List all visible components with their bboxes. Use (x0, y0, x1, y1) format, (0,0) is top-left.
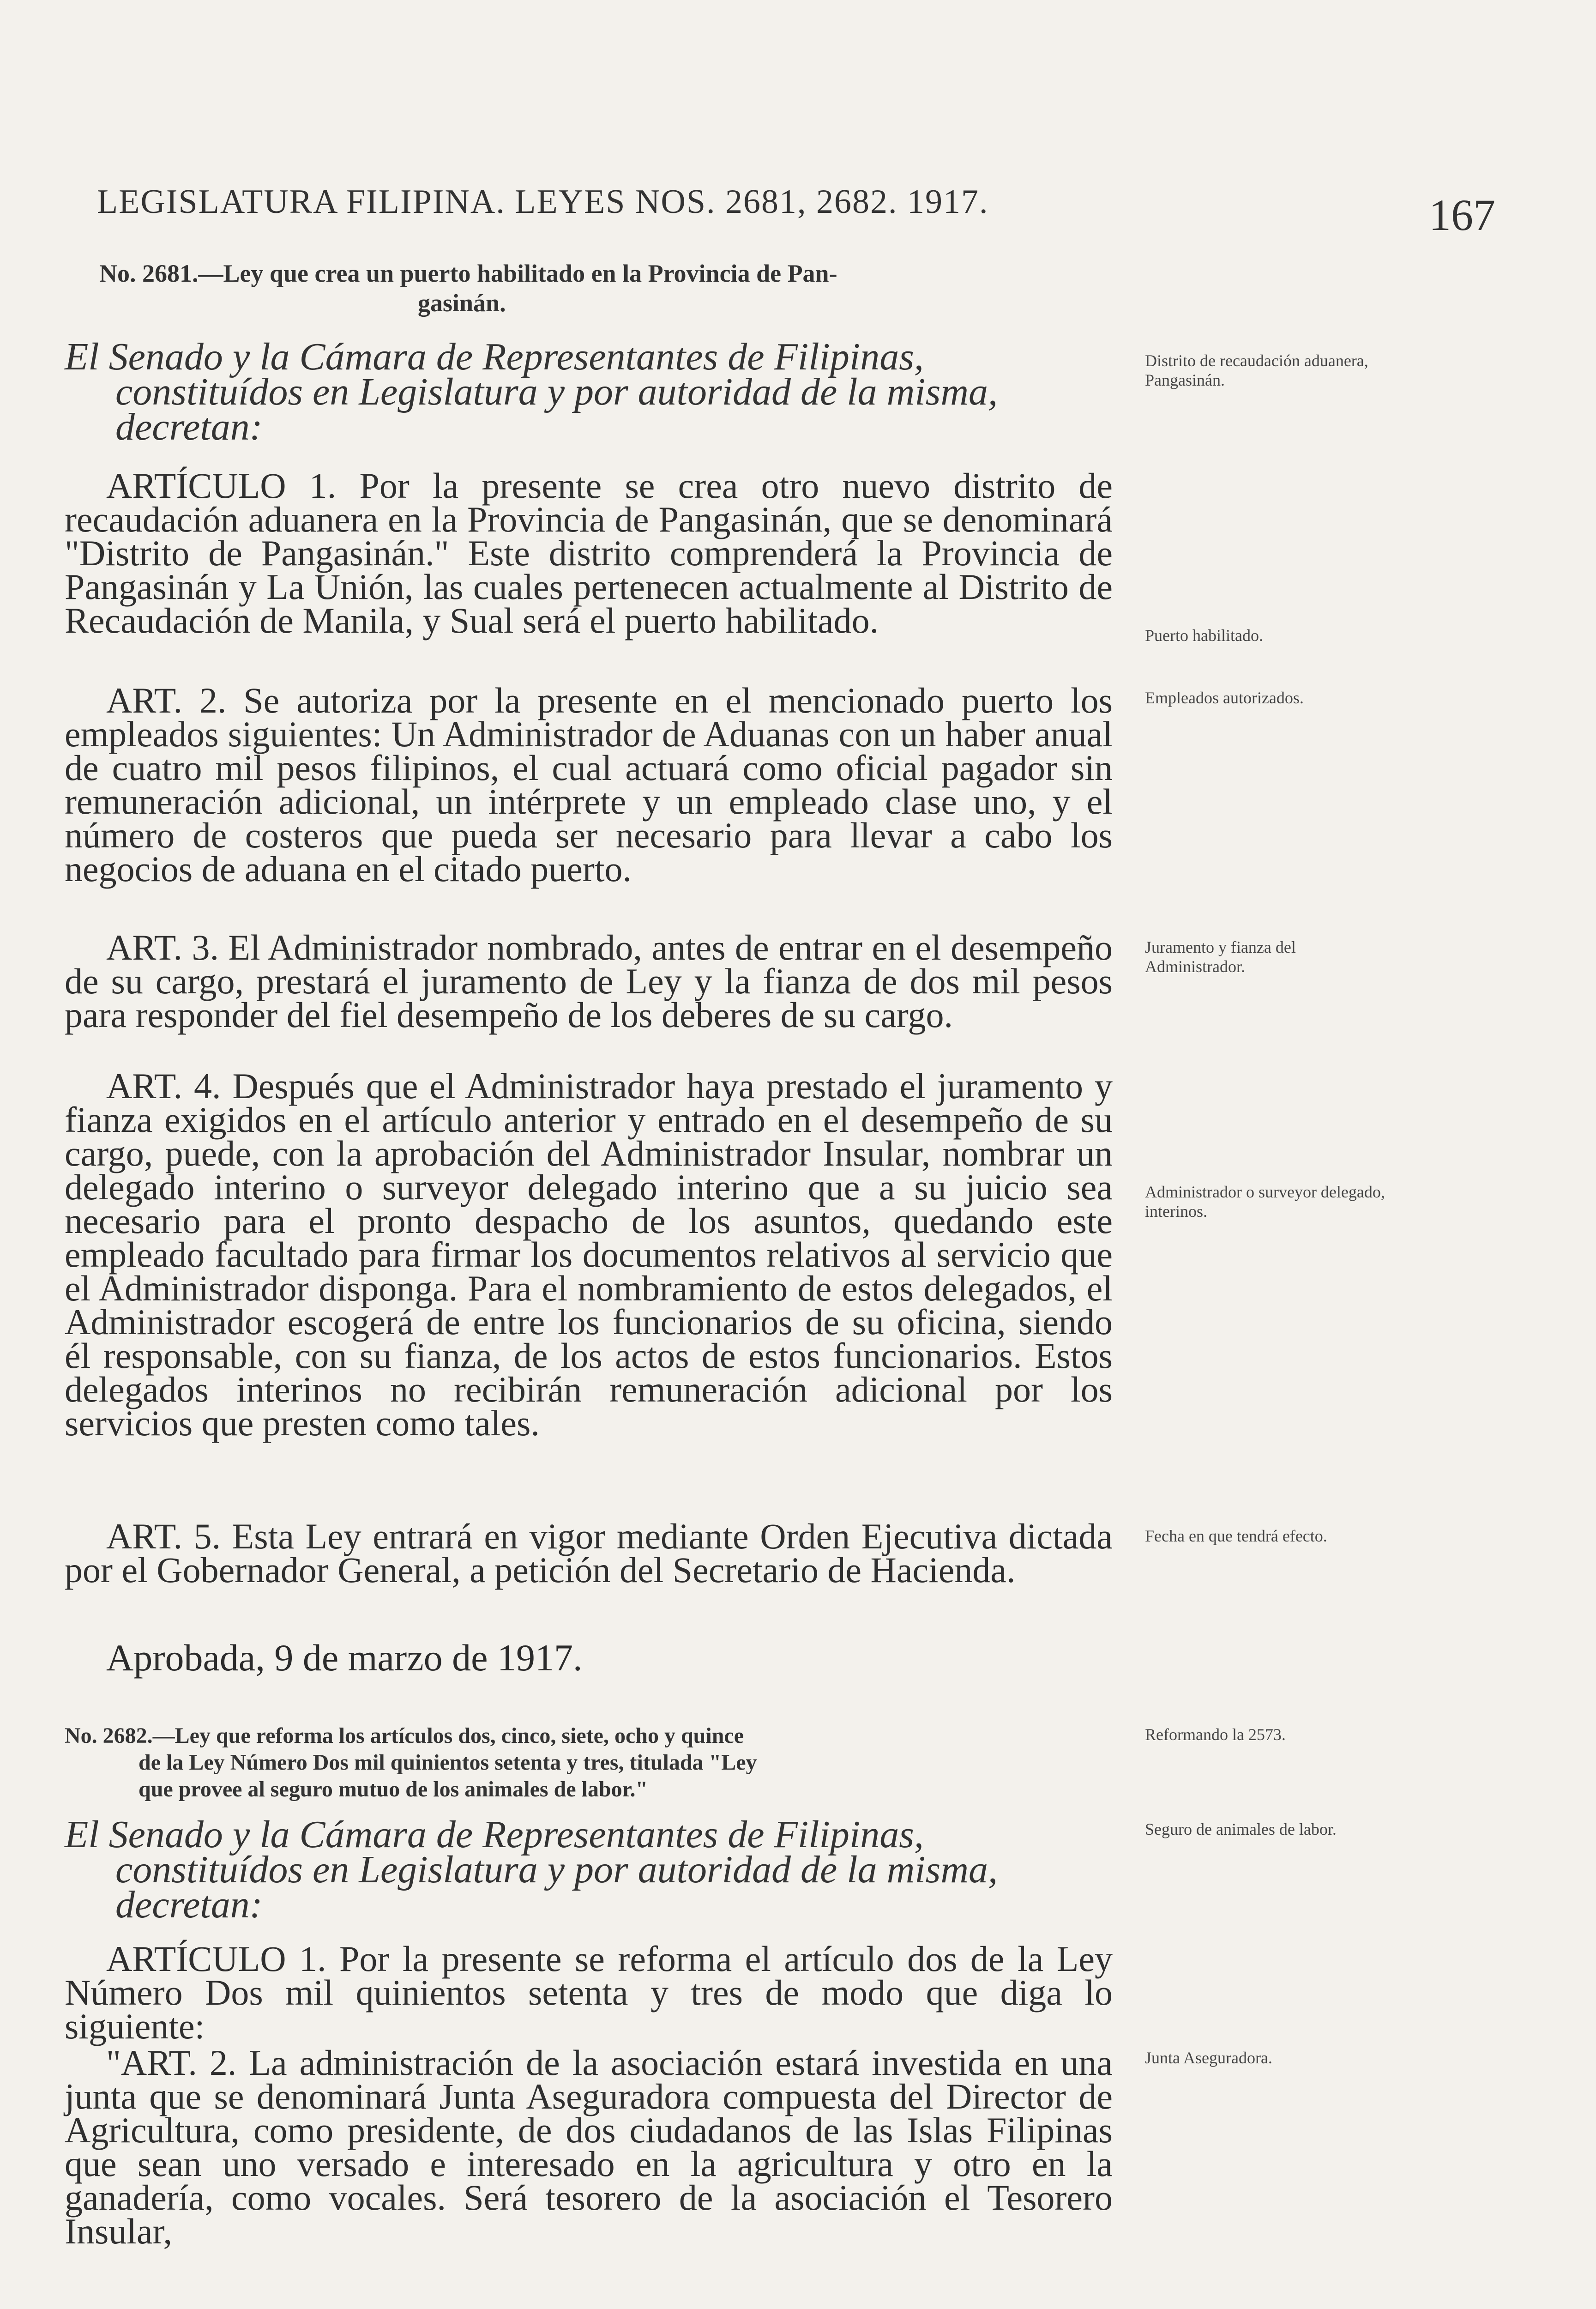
running-head: LEGISLATURA FILIPINA. LEYES NOS. 2681, 2682. 1917. (97, 183, 989, 221)
enact-2682-line2: constituídos en Legislatura y por autoridad de la misma, (115, 1848, 998, 1891)
law-2681-enacting-clause (65, 335, 1113, 448)
law-2681-approval: Aprobada, 9 de marzo de 1917. (106, 1637, 583, 1679)
law-2681-article-3: ART. 3. El Administrador nombrado, antes de entrar en el desempeño de su cargo, prestará el juramento de Ley y la fianza de dos mil pesos para responder del fiel desempeño de los deberes de su cargo. (65, 927, 1113, 1035)
enact-line1: El Senado y la Cámara de Representantes de Filipinas, (65, 335, 924, 378)
law-2682-article-2-quote: "ART. 2. La administración de la asociación estará investida en una junta que se denominará Junta Aseguradora compuesta del Director de Agricultura, como presidente, de dos ciudadanos de las Islas Filipinas que sean uno versado e interesado en la agricultura y otro en la ganadería, como vocales. Será tesorero de la asociación el Tesorero Insular, (65, 2043, 1113, 2251)
margin-note-junta: Junta Aseguradora. (1145, 2049, 1272, 2067)
law-2681-title-line1: No. 2681.—Ley que crea un puerto habilitado en la Provincia de Pan- (99, 260, 837, 287)
margin-note-administrador: Administrador o surveyor delegado, interinos. (1145, 1183, 1385, 1221)
law-2681-article-5: ART. 5. Esta Ley entrará en vigor mediante Orden Ejecutiva dictada por el Gobernador General, a petición del Secretario de Hacienda. (65, 1516, 1113, 1590)
law-2682-title-line1: No. 2682.—Ley que reforma los artículos dos, cinco, siete, ocho y quince (65, 1723, 744, 1748)
law-2681-title (99, 259, 1115, 318)
law-2681-title-line2: gasinán. (418, 289, 506, 317)
law-2682-title-line3: que provee al seguro mutuo de los animales de labor." (139, 1777, 648, 1801)
enact-2682-line1: El Senado y la Cámara de Representantes de Filipinas, (65, 1813, 924, 1856)
margin-note-fecha: Fecha en que tendrá efecto. (1145, 1527, 1327, 1545)
margin-note-reformando: Reformando la 2573. (1145, 1725, 1286, 1744)
law-2682-title-line2: de la Ley Número Dos mil quinientos setenta y tres, titulada "Ley (139, 1750, 757, 1775)
law-2682-enacting-clause (65, 1813, 1113, 1926)
margin-note-juramento: Juramento y fianza del Administrador. (1145, 938, 1296, 976)
page-number: 167 (1429, 190, 1495, 240)
law-2681-article-4: ART. 4. Después que el Administrador haya prestado el juramento y fianza exigidos en el artículo anterior y entrado en el desempeño de su cargo, puede, con la aprobación del Administrador Insular, nombrar un delegado interino o surveyor delegado interino que a su juicio sea necesario para el pronto despacho de los asuntos, quedando este empleado facultado para firmar los documentos relativos al servicio que el Administrador disponga. Para el nombramiento de estos delegados, el Administrador escogerá de entre los funcionarios de su oficina, siendo él responsable, con su fianza, de los actos de estos funcionarios. Estos delegados interinos no recibirán remuneración adicional por los servicios que presten como tales. (65, 1066, 1113, 1443)
margin-note-distrito: Distrito de recaudación aduanera, Pangasinán. (1145, 351, 1368, 389)
margin-note-puerto: Puerto habilitado. (1145, 626, 1263, 645)
enact-2682-line3: decretan: (115, 1883, 263, 1926)
enact-line2: constituídos en Legislatura y por autoridad de la misma, (115, 370, 998, 413)
law-2682-article-1: ARTÍCULO 1. Por la presente se reforma el artículo dos de la Ley Número Dos mil quinientos setenta y tres de modo que diga lo siguiente: (65, 1939, 1113, 2046)
law-2681-article-1: ARTÍCULO 1. Por la presente se crea otro nuevo distrito de recaudación aduanera en la Provincia de Pangasinán, que se denominará "Distrito de Pangasinán." Este distrito comprenderá la Provincia de Pangasinán y La Unión, las cuales pertenecen actualmente al Distrito de Recaudación de Manila, y Sual será el puerto habilitado. (65, 465, 1113, 641)
margin-note-empleados: Empleados autorizados. (1145, 689, 1304, 707)
enact-line3: decretan: (115, 405, 263, 448)
margin-note-seguro: Seguro de animales de labor. (1145, 1820, 1337, 1838)
law-2681-article-2: ART. 2. Se autoriza por la presente en el mencionado puerto los empleados siguientes: Un Administrador de Aduanas con un haber anual de cuatro mil pesos filipinos, el cual actuará como oficial pagador sin remuneración adicional, un intérprete y un empleado clase uno, y el número de costeros que pueda ser necesario para llevar a cabo los negocios de aduana en el citado puerto. (65, 680, 1113, 889)
law-2682-title (65, 1723, 1117, 1803)
